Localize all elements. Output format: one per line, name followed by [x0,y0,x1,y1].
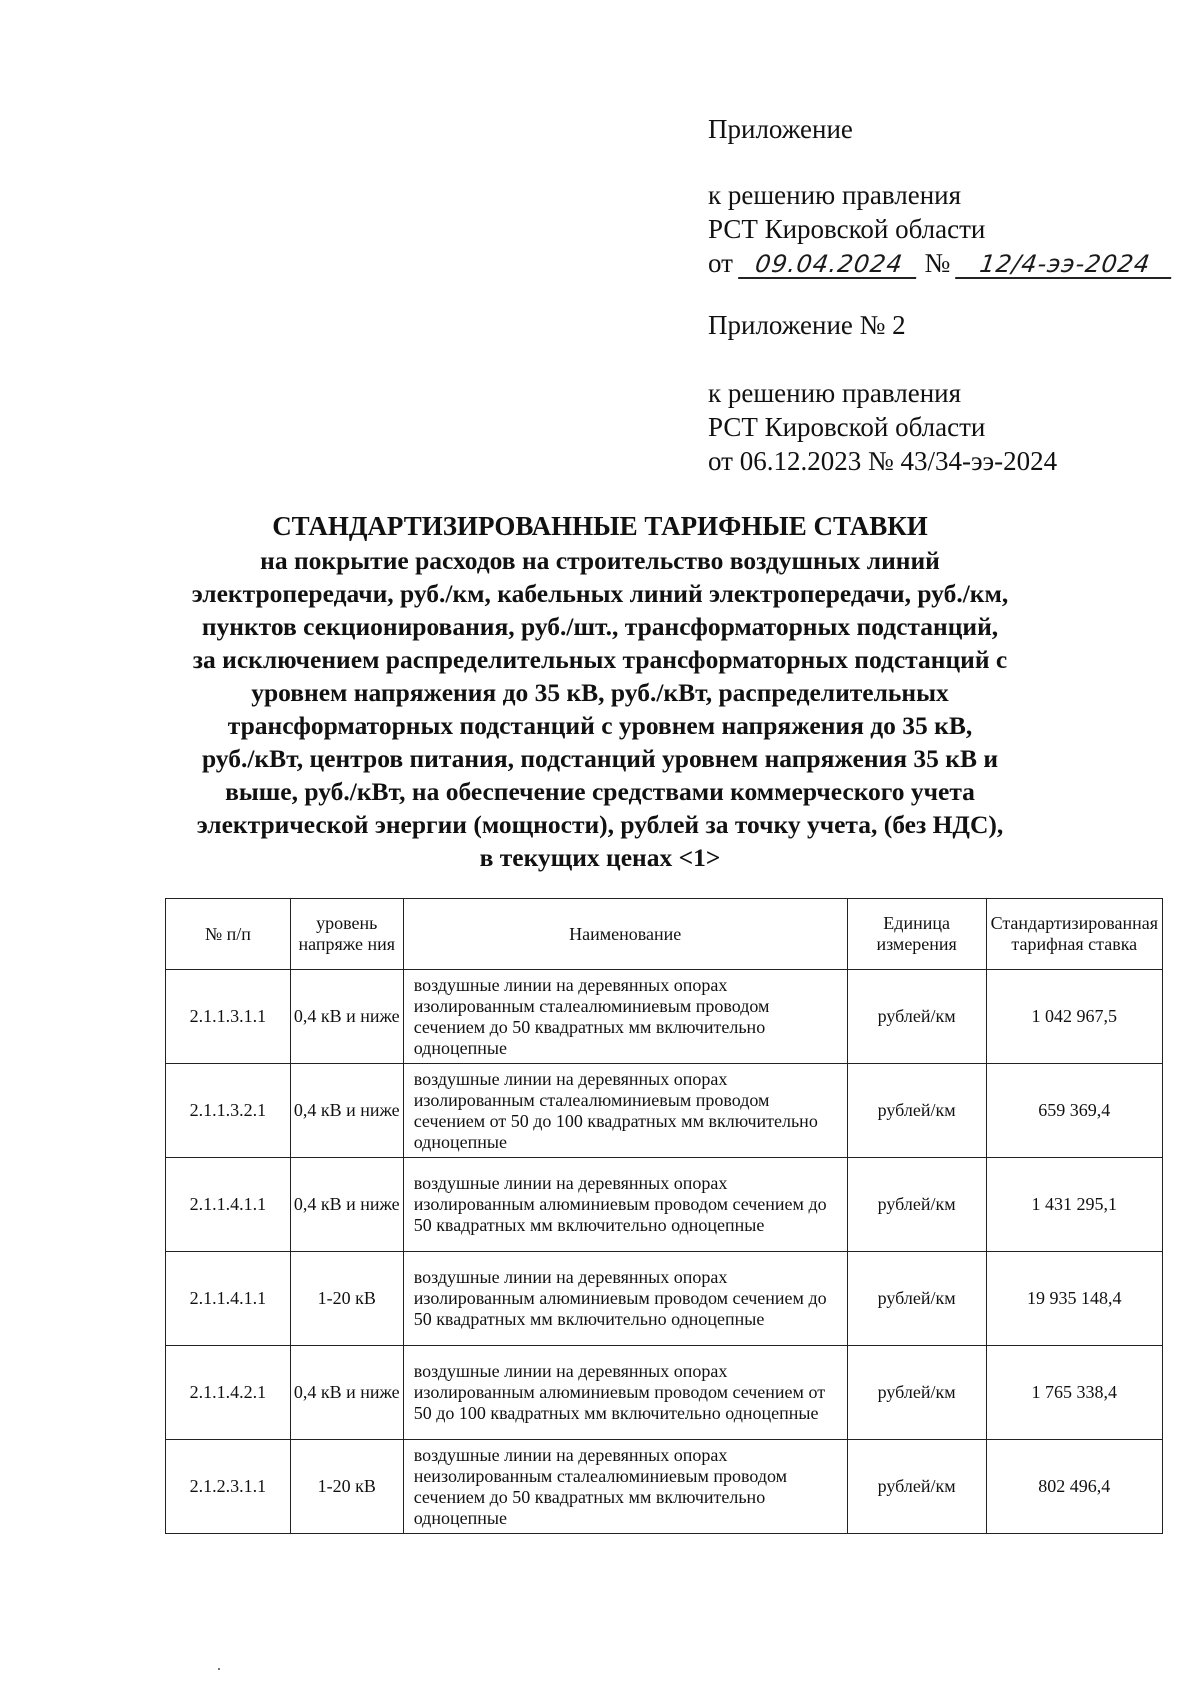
title-line: трансформаторных подстанций с уровнем напряжения до 35 кВ, [227,711,973,740]
row-unit: рублей/км [847,1346,986,1440]
decision-2-line-1: к решению правления [708,378,962,408]
title-line: в текущих ценах <1> [479,843,721,872]
title-line: уровнем напряжения до 35 кВ, руб./кВт, распределительных [251,678,949,707]
decision-line-2: РСТ Кировской области [708,214,986,244]
row-rate: 802 496,4 [986,1440,1162,1534]
tariff-table [165,898,1163,1534]
appendix-title: Приложение [708,114,853,144]
row-rate: 1 431 295,1 [986,1158,1162,1252]
header-num: № п/п [166,899,291,970]
row-name: воздушные линии на деревянных опорах изолированным сталеалюминиевым проводом сечением от 50 до 100 квадратных мм включительно одноцепные [403,1064,847,1158]
header-level: уровень напряже ния [290,899,403,970]
handwritten-number: 12/4-ээ-2024 [955,251,1175,279]
scan-speck [218,1668,220,1670]
table-row [166,1346,1163,1440]
row-level: 0,4 кВ и ниже [290,1158,403,1252]
row-unit: рублей/км [847,1440,986,1534]
date-prefix: от [708,248,733,278]
title-main: СТАНДАРТИЗИРОВАННЫЕ ТАРИФНЫЕ СТАВКИ [272,511,928,541]
row-name: воздушные линии на деревянных опорах неизолированным сталеалюминиевым проводом сечением до 50 квадратных мм включительно одноцепные [403,1440,847,1534]
decision-2-reference [708,376,1057,478]
appendix-2-heading [708,308,906,342]
table-row [166,1252,1163,1346]
row-level: 1-20 кВ [290,1252,403,1346]
row-rate: 659 369,4 [986,1064,1162,1158]
row-name: воздушные линии на деревянных опорах изолированным сталеалюминиевым проводом сечением до 50 квадратных мм включительно одноцепные [403,970,847,1064]
row-num: 2.1.2.3.1.1 [166,1440,291,1534]
appendix-2-title: Приложение № 2 [708,310,906,340]
row-unit: рублей/км [847,1158,986,1252]
row-num: 2.1.1.4.2.1 [166,1346,291,1440]
row-name: воздушные линии на деревянных опорах изолированным алюминиевым проводом сечением до 50 квадратных мм включительно одноцепные [403,1252,847,1346]
title-line: руб./кВт, центров питания, подстанций уровнем напряжения 35 кВ и [201,744,999,773]
title-line: электропередачи, руб./км, кабельных линий электропередачи, руб./км, [191,579,1009,608]
row-name: воздушные линии на деревянных опорах изолированным алюминиевым проводом сечением от 50 до 100 квадратных мм включительно одноцепные [403,1346,847,1440]
row-level: 0,4 кВ и ниже [290,1064,403,1158]
decision-reference [708,178,1173,280]
row-rate: 1 042 967,5 [986,970,1162,1064]
table-header-row [166,899,1163,970]
table-row [166,1158,1163,1252]
decision-line-1: к решению правления [708,180,962,210]
row-rate: 1 765 338,4 [986,1346,1162,1440]
row-num: 2.1.1.4.1.1 [166,1252,291,1346]
decision-date-line [708,246,1173,280]
row-level: 1-20 кВ [290,1440,403,1534]
row-num: 2.1.1.3.1.1 [166,970,291,1064]
row-unit: рублей/км [847,970,986,1064]
document-title [160,510,1040,874]
row-level: 0,4 кВ и ниже [290,970,403,1064]
header-name: Наименование [403,899,847,970]
title-line: пунктов секционирования, руб./шт., трансформаторных подстанций, [201,612,999,641]
row-num: 2.1.1.3.2.1 [166,1064,291,1158]
table-row [166,1064,1163,1158]
appendix-heading [708,112,853,146]
title-line: за исключением распределительных трансформаторных подстанций с [192,645,1008,674]
row-level: 0,4 кВ и ниже [290,1346,403,1440]
table-row [166,1440,1163,1534]
row-rate: 19 935 148,4 [986,1252,1162,1346]
number-prefix: № [924,248,951,278]
title-line: на покрытие расходов на строительство воздушных линий [260,546,940,575]
decision-2-line-3: от 06.12.2023 № 43/34-ээ-2024 [708,446,1058,476]
table-row [166,970,1163,1064]
row-unit: рублей/км [847,1064,986,1158]
title-line: выше, руб./кВт, на обеспечение средствами коммерческого учета [225,777,975,806]
title-line: электрической энергии (мощности), рублей за точку учета, (без НДС), [196,810,1004,839]
decision-2-line-2: РСТ Кировской области [708,412,986,442]
header-unit: Единица измерения [847,899,986,970]
row-unit: рублей/км [847,1252,986,1346]
row-name: воздушные линии на деревянных опорах изолированным алюминиевым проводом сечением до 50 квадратных мм включительно одноцепные [403,1158,847,1252]
row-num: 2.1.1.4.1.1 [166,1158,291,1252]
handwritten-date: 09.04.2024 [738,251,920,279]
header-rate: Стандартизированная тарифная ставка [986,899,1162,970]
